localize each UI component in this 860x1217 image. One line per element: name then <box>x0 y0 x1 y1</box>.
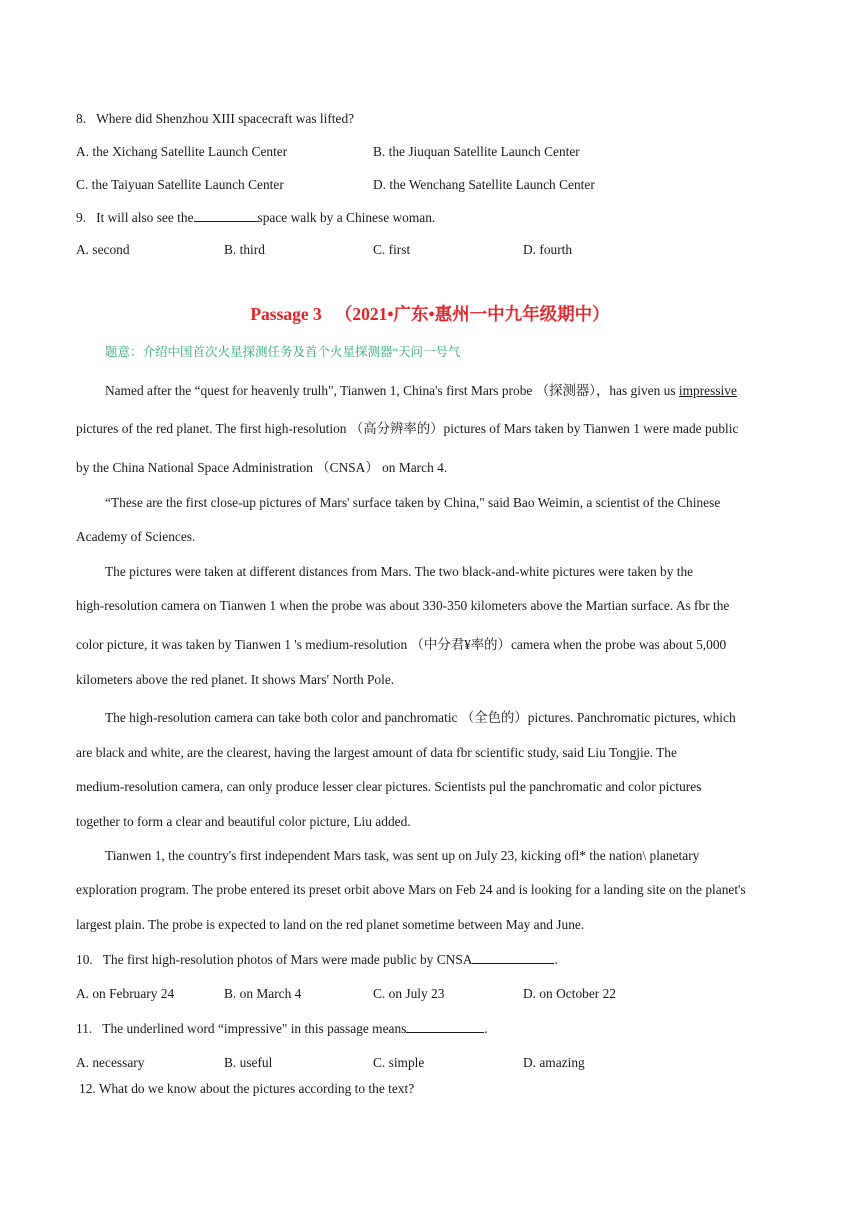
underlined-word-impressive: impressive <box>678 383 737 398</box>
paragraph-1-line-1 <box>105 380 737 399</box>
q10-option-a: A. on February 24 <box>76 986 175 1001</box>
q8-option-a: A. the Xichang Satellite Launch Center <box>76 144 288 159</box>
passage-summary: 题意：介绍中国首次火星探测任务及首个火星探测器“天问一号气 <box>105 345 461 359</box>
q10-option-c: C. on July 23 <box>373 986 445 1001</box>
q9-stem-after: space walk by a Chinese woman. <box>257 210 436 225</box>
q11-stem-text: 11. The underlined word “impressive" in this passage means <box>76 1021 407 1036</box>
q9-option-c: C. first <box>373 242 411 257</box>
q10-option-b: B. on March 4 <box>224 986 302 1001</box>
q8-option-b: B. the Jiuquan Satellite Launch Center <box>373 144 580 159</box>
q10-option-d: D. on October 22 <box>523 986 616 1001</box>
paragraph-1-line-2: pictures of the red planet. The first high-resolution （高分辨率的）pictures of Mars taken by Tianwen 1 were made public <box>76 421 739 436</box>
question-12-stem: 12. What do we know about the pictures according to the text? <box>79 1081 415 1096</box>
q11-answer-blank <box>406 1020 484 1033</box>
paragraph-2-line-2: Academy of Sciences. <box>76 529 196 544</box>
q9-answer-blank <box>194 209 258 222</box>
q9-stem-before: 9. It will also see the <box>76 210 194 225</box>
q11-option-a: A. necessary <box>76 1055 145 1070</box>
paragraph-5-line-2: exploration program. The probe entered its preset orbit above Mars on Feb 24 and is looking for a landing site on the planet's <box>76 882 746 897</box>
paragraph-2-line-1: “These are the first close-up pictures of Mars' surface taken by China," said Bao Weimin, a scientist of the Chinese <box>105 495 721 510</box>
q11-option-c: C. simple <box>373 1055 425 1070</box>
question-10-stem <box>76 951 558 968</box>
q9-option-a: A. second <box>76 242 130 257</box>
q10-stem-end: . <box>554 952 558 967</box>
q11-stem-end: . <box>484 1021 488 1036</box>
q11-option-d: D. amazing <box>523 1055 585 1070</box>
paragraph-4-line-3: medium-resolution camera, can only produce lesser clear pictures. Scientists pul the panchromatic and color pictures <box>76 779 702 794</box>
passage-title: Passage 3 （2021•广东•惠州一中九年级期中） <box>250 304 610 324</box>
q8-option-c: C. the Taiyuan Satellite Launch Center <box>76 177 284 192</box>
q10-answer-blank <box>472 951 554 964</box>
paragraph-3-line-1: The pictures were taken at different distances from Mars. The two black-and-white pictures were taken by the <box>105 564 694 579</box>
q9-option-b: B. third <box>224 242 265 257</box>
question-9-stem <box>76 209 435 226</box>
paragraph-3-line-3: color picture, it was taken by Tianwen 1 's medium-resolution （中分君¥率的）camera when the probe was about 5,000 <box>76 637 727 652</box>
paragraph-4-line-1: The high-resolution camera can take both color and panchromatic （全色的）pictures. Panchromatic pictures, which <box>105 710 736 725</box>
q10-stem-text: 10. The first high-resolution photos of Mars were made public by CNSA <box>76 952 473 967</box>
question-8-stem: 8. Where did Shenzhou XIII spacecraft was lifted? <box>76 111 355 126</box>
q11-option-b: B. useful <box>224 1055 273 1070</box>
paragraph-4-line-2: are black and white, are the clearest, having the largest amount of data fbr scientific study, said Liu Tongjie. The <box>76 745 677 760</box>
paragraph-3-line-2: high-resolution camera on Tianwen 1 when the probe was about 330-350 kilometers above the Martian surface. As fbr the <box>76 598 730 613</box>
paragraph-3-line-4: kilometers above the red planet. It shows Mars' North Pole. <box>76 672 395 687</box>
q9-option-d: D. fourth <box>523 242 573 257</box>
q8-option-d: D. the Wenchang Satellite Launch Center <box>373 177 595 192</box>
p1-line-1-text: Named after the “quest for heavenly trulh", Tianwen 1, China's first Mars probe （探测器），has given us <box>105 383 679 398</box>
paragraph-5-line-1: Tianwen 1, the country's first independent Mars task, was sent up on July 23, kicking ofl* the nation\ planetary <box>105 848 700 863</box>
paragraph-4-line-4: together to form a clear and beautiful color picture, Liu added. <box>76 814 411 829</box>
paragraph-1-line-3: by the China National Space Administration （CNSA） on March 4. <box>76 460 448 475</box>
question-11-stem <box>76 1020 488 1037</box>
paragraph-5-line-3: largest plain. The probe is expected to land on the red planet sometime between May and June. <box>76 917 585 932</box>
